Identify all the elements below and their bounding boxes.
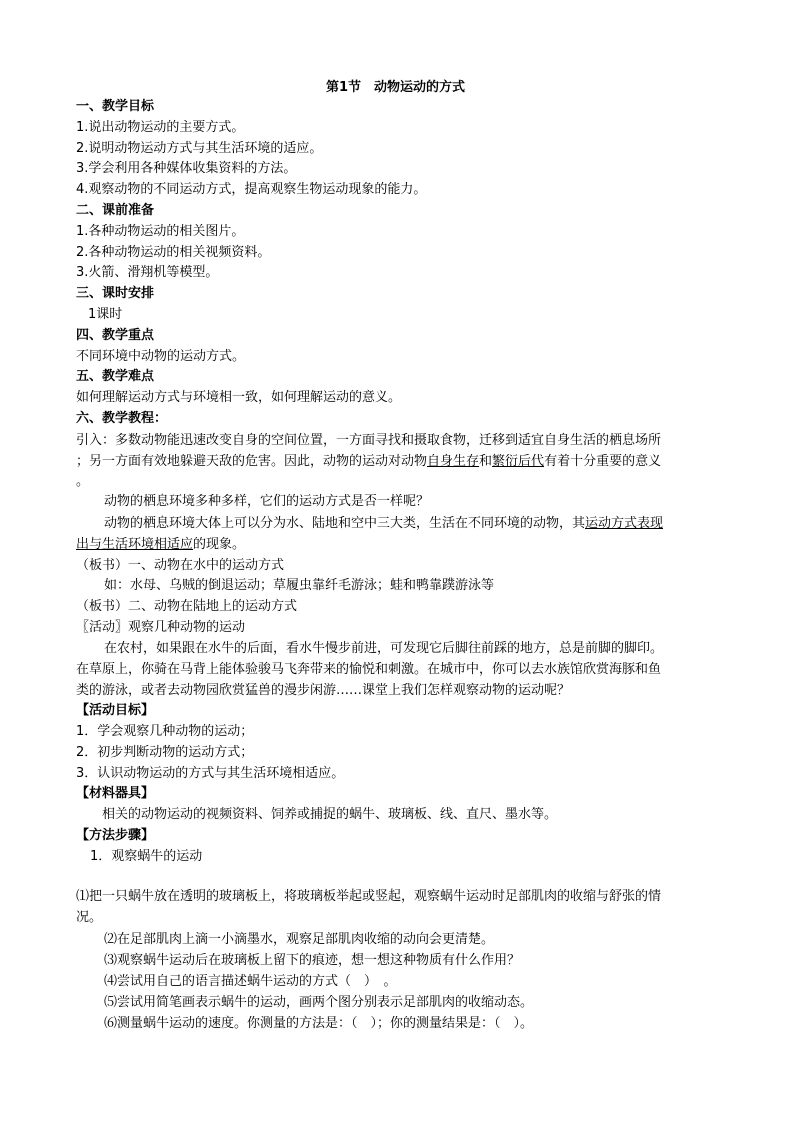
activity-heading: 〖活动〗观察几种动物的运动 — [76, 620, 246, 635]
paragraph-environment-1 — [104, 514, 794, 534]
key-points-text: 不同环境中动物的运动方式。 — [76, 349, 246, 364]
goal-item: 3.学会利用各种媒体收集资料的方法。 — [76, 161, 297, 176]
paragraph-text: 的现象。 — [193, 537, 246, 552]
materials-text: 相关的动物运动的视频资料、饲养或捕捉的蜗牛、玻璃板、线、直尺、墨水等。 — [102, 807, 558, 822]
activity-paragraph: 类的游泳，或者去动物园欣赏猛兽的漫步闲游……课堂上我们怎样观察动物的运动呢？ — [76, 683, 571, 698]
step-item: ⑵在足部肌肉上滴一小滴墨水，观察足部肌肉收缩的动向会更清楚。 — [104, 932, 495, 947]
page-title: 第1节 动物运动的方式 — [326, 80, 466, 95]
intro-text: ；另一方面有效地躲避天敌的危害。因此，动物的运动对动物 — [76, 454, 428, 469]
section-heading-key-points: 四、教学重点 — [76, 328, 155, 343]
section-heading-preparation: 二、课前准备 — [76, 203, 155, 218]
paragraph-environment-2 — [76, 535, 794, 555]
prep-item: 3.火箭、滑翔机等模型。 — [76, 265, 219, 280]
section-heading-goals: 一、教学目标 — [76, 99, 155, 114]
intro-text: 有着十分重要的意义 — [544, 454, 662, 469]
activity-goal-item: 1．学会观察几种动物的运动； — [76, 724, 254, 739]
activity-goal-item: 2．初步判断动物的运动方式； — [76, 745, 254, 760]
intro-line-1: 引入：多数动物能迅速改变自身的空间位置，一方面寻找和摄取食物，迁移到适宜自身生活的栖息场所 — [76, 433, 662, 448]
step-item: ⑹测量蜗牛运动的速度。你测量的方法是：（ ）；你的测量结果是：（ ）。 — [104, 1016, 534, 1031]
step-item: ⑷尝试用自己的语言描述蜗牛运动的方式（ ） 。 — [104, 974, 397, 989]
intro-line-2 — [76, 452, 794, 472]
section-heading-difficulties: 五、教学难点 — [76, 369, 155, 384]
underlined-term: 出与生活环境相适应 — [76, 537, 194, 552]
paragraph-text: 动物的栖息环境大体上可以分为水、陆地和空中三大类，生活在不同环境的动物，其 — [104, 516, 586, 531]
activity-goal-heading: 【活动目标】 — [76, 703, 155, 718]
schedule-text: 1课时 — [88, 307, 123, 322]
step-item: ⑸尝试用简笔画表示蜗牛的运动，画两个图分别表示足部肌肉的收缩动态。 — [104, 995, 534, 1010]
board-note-water-example: 如：水母、乌贼的倒退运动；草履虫靠纤毛游泳；蛙和鸭靠蹼游泳等 — [104, 578, 495, 593]
prep-item: 2.各种动物运动的相关视频资料。 — [76, 245, 271, 260]
board-note-land: （板书）二、动物在陆地上的运动方式 — [76, 599, 298, 614]
intro-text: 和 — [479, 454, 493, 469]
goal-item: 2.说明动物运动方式与其生活环境的适应。 — [76, 141, 323, 156]
section-heading-schedule: 三、课时安排 — [76, 286, 155, 301]
step-item-continued: 况。 — [76, 910, 103, 925]
section-heading-process: 六、教学教程： — [76, 411, 168, 426]
underlined-term: 繁衍后代 — [492, 454, 545, 469]
underlined-term: 自身生存 — [427, 454, 480, 469]
step-item: ⑴把一只蜗牛放在透明的玻璃板上，将玻璃板举起或竖起，观察蜗牛运动时足部肌肉的收缩与舒张的情 — [76, 889, 662, 904]
paragraph-question: 动物的栖息环境多种多样，它们的运动方式是否一样呢？ — [104, 494, 430, 509]
prep-item: 1.各种动物运动的相关图片。 — [76, 224, 245, 239]
materials-heading: 【材料器具】 — [76, 786, 155, 801]
activity-goal-item: 3．认识动物运动的方式与其生活环境相适应。 — [76, 766, 345, 781]
method-heading: 【方法步骤】 — [76, 828, 155, 843]
activity-paragraph: 在草原上，你骑在马背上能体验骏马飞奔带来的愉悦和刺激。在城市中，你可以去水族馆欣赏海豚和鱼 — [76, 662, 662, 677]
intro-line-3: 。 — [76, 474, 90, 489]
activity-paragraph: 在农村，如果跟在水牛的后面，看水牛慢步前进，可发现它后脚往前踩的地方，总是前脚的脚印。 — [104, 641, 664, 656]
difficulties-text: 如何理解运动方式与环境相一致，如何理解运动的意义。 — [76, 390, 402, 405]
goal-item: 4.观察动物的不同运动方式，提高观察生物运动现象的能力。 — [76, 182, 427, 197]
step-item: ⑶观察蜗牛运动后在玻璃板上留下的痕迹，想一想这种物质有什么作用？ — [104, 953, 521, 968]
method-subheading: 1．观察蜗牛的运动 — [90, 849, 203, 864]
goal-item: 1.说出动物运动的主要方式。 — [76, 120, 245, 135]
underlined-term: 运动方式表现 — [585, 516, 664, 531]
board-note-water: （板书）一、动物在水中的运动方式 — [76, 558, 285, 573]
